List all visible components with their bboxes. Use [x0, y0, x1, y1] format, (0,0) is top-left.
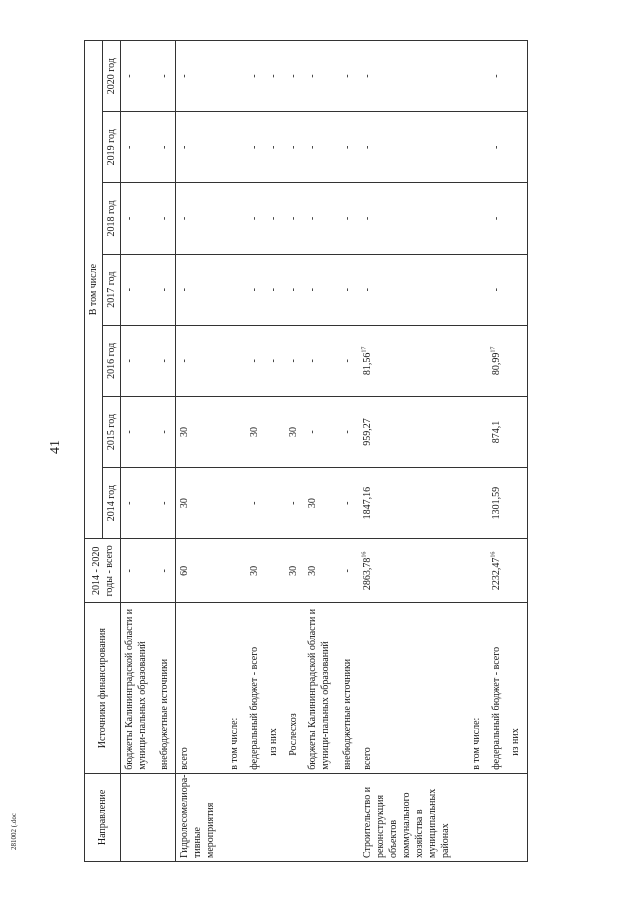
value-cell: - [359, 183, 469, 254]
value-cell: - [121, 254, 156, 325]
value-cell: - [488, 112, 508, 183]
total-cell [488, 539, 508, 603]
direction-cell: Гидролесомелиора-тивные мероприятия [176, 773, 226, 861]
value-cell: - [156, 468, 176, 539]
header-year: 2014 год [103, 468, 121, 539]
source-cell: бюджеты Калининградской области и муници-пальных образований [304, 603, 339, 773]
direction-cell [507, 773, 527, 861]
value-cell [468, 254, 488, 325]
table-row [285, 41, 305, 862]
value-cell [507, 41, 527, 112]
value-cell [226, 325, 246, 396]
value-cell [226, 254, 246, 325]
direction-cell: Строительство и реконструкция объектов коммунального хозяйства в муниципальных районах [359, 773, 469, 861]
table-row [265, 41, 285, 862]
direction-cell [285, 773, 305, 861]
value-cell: - [359, 254, 469, 325]
source-cell: федеральный бюджет - всего [246, 603, 266, 773]
header-total-period: 2014 - 2020 годы - всего [85, 539, 121, 603]
source-cell [285, 603, 305, 773]
total-cell [226, 539, 246, 603]
value-cell: 30 [246, 396, 266, 467]
value-cell: - [304, 183, 339, 254]
value-cell: - [339, 325, 359, 396]
value-cell: - [285, 325, 305, 396]
value-cell: - [339, 41, 359, 112]
value-cell [226, 41, 246, 112]
value-cell [468, 468, 488, 539]
total-cell: 30 [285, 539, 305, 603]
value-cell [507, 254, 527, 325]
footnote-mark: 16 [361, 551, 368, 558]
table-row [176, 41, 226, 862]
source-label: из них [510, 728, 522, 756]
total-cell: - [156, 539, 176, 603]
footnote-mark: 17 [361, 346, 368, 353]
value-cell: - [265, 112, 285, 183]
value-cell: - [339, 468, 359, 539]
value-cell: - [121, 325, 156, 396]
value-cell: - [339, 183, 359, 254]
value-cell [265, 468, 285, 539]
value-cell: - [265, 325, 285, 396]
value-cell: 30 [304, 468, 339, 539]
header-sources: Источники финансирования [85, 603, 121, 773]
table-row [156, 41, 176, 862]
total-cell: 60 [176, 539, 226, 603]
value-cell [226, 396, 246, 467]
footnote-mark: 16 [490, 551, 497, 558]
value-cell [468, 396, 488, 467]
value-cell [507, 396, 527, 467]
value-cell: - [285, 468, 305, 539]
table-row [304, 41, 339, 862]
value-cell: - [176, 183, 226, 254]
table-row [246, 41, 266, 862]
value-cell [468, 112, 488, 183]
total-cell: 30 [246, 539, 266, 603]
header-year: 2019 год [103, 112, 121, 183]
value-cell: 959,27 [359, 396, 469, 467]
value-cell [488, 325, 508, 396]
direction-cell [488, 773, 508, 861]
value-cell: - [121, 41, 156, 112]
value-cell: - [488, 41, 508, 112]
value-cell: - [359, 41, 469, 112]
value-cell: - [246, 325, 266, 396]
value-cell: - [156, 112, 176, 183]
value-cell: 874,1 [488, 396, 508, 467]
value-cell: - [121, 396, 156, 467]
value-cell: - [121, 183, 156, 254]
value-cell: 30 [176, 468, 226, 539]
table-row [468, 41, 488, 862]
value-cell: - [176, 325, 226, 396]
footnote-mark: 17 [490, 346, 497, 353]
value-cell: 1301,59 [488, 468, 508, 539]
value-cell: - [156, 325, 176, 396]
total-cell: - [339, 539, 359, 603]
value-cell: - [285, 183, 305, 254]
source-cell: внебюджетные источники [156, 603, 176, 773]
total-value: 2863,78 [361, 557, 373, 591]
direction-cell [468, 773, 488, 861]
value-cell: - [339, 112, 359, 183]
value-cell: - [156, 183, 176, 254]
value-cell [359, 325, 469, 396]
value-cell: - [304, 112, 339, 183]
header-year: 2016 год [103, 325, 121, 396]
table-row [359, 41, 469, 862]
total-cell [265, 539, 285, 603]
value-cell: - [246, 254, 266, 325]
value-cell: - [339, 396, 359, 467]
value-cell [226, 468, 246, 539]
value-cell: - [359, 112, 469, 183]
value-cell [265, 396, 285, 467]
value-cell: - [156, 41, 176, 112]
document-footer: 281002 (.doc [10, 813, 18, 850]
source-cell: в том числе: [468, 603, 488, 773]
value-cell [507, 468, 527, 539]
total-cell: 30 [304, 539, 339, 603]
value-cell [468, 41, 488, 112]
table-row [488, 41, 508, 862]
value-cell: - [246, 41, 266, 112]
value-cell: - [265, 41, 285, 112]
value-cell: - [156, 396, 176, 467]
value-cell [226, 112, 246, 183]
total-cell [359, 539, 469, 603]
value-cell [226, 183, 246, 254]
value-cell: - [285, 112, 305, 183]
table-row [226, 41, 246, 862]
value-cell: - [176, 41, 226, 112]
value-cell: 30 [176, 396, 226, 467]
header-year: 2018 год [103, 183, 121, 254]
value-cell [468, 183, 488, 254]
value-cell: - [246, 468, 266, 539]
value-cell: - [265, 183, 285, 254]
source-cell: в том числе: [226, 603, 246, 773]
budget-table [84, 40, 528, 862]
total-cell [507, 539, 527, 603]
header-year: 2015 год [103, 396, 121, 467]
source-cell [507, 603, 527, 773]
source-label: из них [268, 728, 280, 756]
source-cell: всего [176, 603, 226, 773]
direction-cell [156, 773, 176, 861]
table-row [121, 41, 156, 862]
value-cell: 1847,16 [359, 468, 469, 539]
source-cell: внебюджетные источники [339, 603, 359, 773]
source-cell [265, 603, 285, 773]
table-row [507, 41, 527, 862]
value-cell: - [488, 254, 508, 325]
value-cell [507, 183, 527, 254]
table-row [339, 41, 359, 862]
value-cell: - [304, 325, 339, 396]
value-cell: - [121, 112, 156, 183]
source-cell: бюджеты Калининградской области и муници-пальных образований [121, 603, 156, 773]
value-cell: - [339, 254, 359, 325]
value-cell: - [304, 254, 339, 325]
total-value: 2232,47 [490, 557, 502, 591]
page-number: 41 [48, 440, 63, 454]
direction-cell [265, 773, 285, 861]
direction-cell [246, 773, 266, 861]
direction-cell [121, 773, 156, 861]
total-cell [468, 539, 488, 603]
value-cell: - [304, 41, 339, 112]
value-cell [507, 325, 527, 396]
direction-cell [339, 773, 359, 861]
value-cell: - [176, 254, 226, 325]
source-label: Рослесхоз [287, 713, 299, 756]
budget-table-wrapper [84, 40, 528, 862]
value-cell: - [488, 183, 508, 254]
value-2016: 81,56 [361, 352, 373, 376]
direction-cell [226, 773, 246, 861]
header-including: В том числе [85, 41, 103, 539]
value-cell [468, 325, 488, 396]
value-cell [507, 112, 527, 183]
direction-cell [304, 773, 339, 861]
source-cell: федеральный бюджет - всего [488, 603, 508, 773]
value-cell: 30 [285, 396, 305, 467]
value-cell: - [246, 183, 266, 254]
value-cell: - [176, 112, 226, 183]
header-year: 2017 год [103, 254, 121, 325]
value-cell: - [285, 41, 305, 112]
value-cell: - [246, 112, 266, 183]
value-cell: - [265, 254, 285, 325]
value-cell: - [304, 396, 339, 467]
value-cell: - [156, 254, 176, 325]
header-direction: Направление [85, 773, 121, 861]
value-2016: 80,99 [490, 352, 502, 376]
value-cell: - [121, 468, 156, 539]
value-cell: - [285, 254, 305, 325]
source-cell: всего [359, 603, 469, 773]
total-cell: - [121, 539, 156, 603]
header-year: 2020 год [103, 41, 121, 112]
